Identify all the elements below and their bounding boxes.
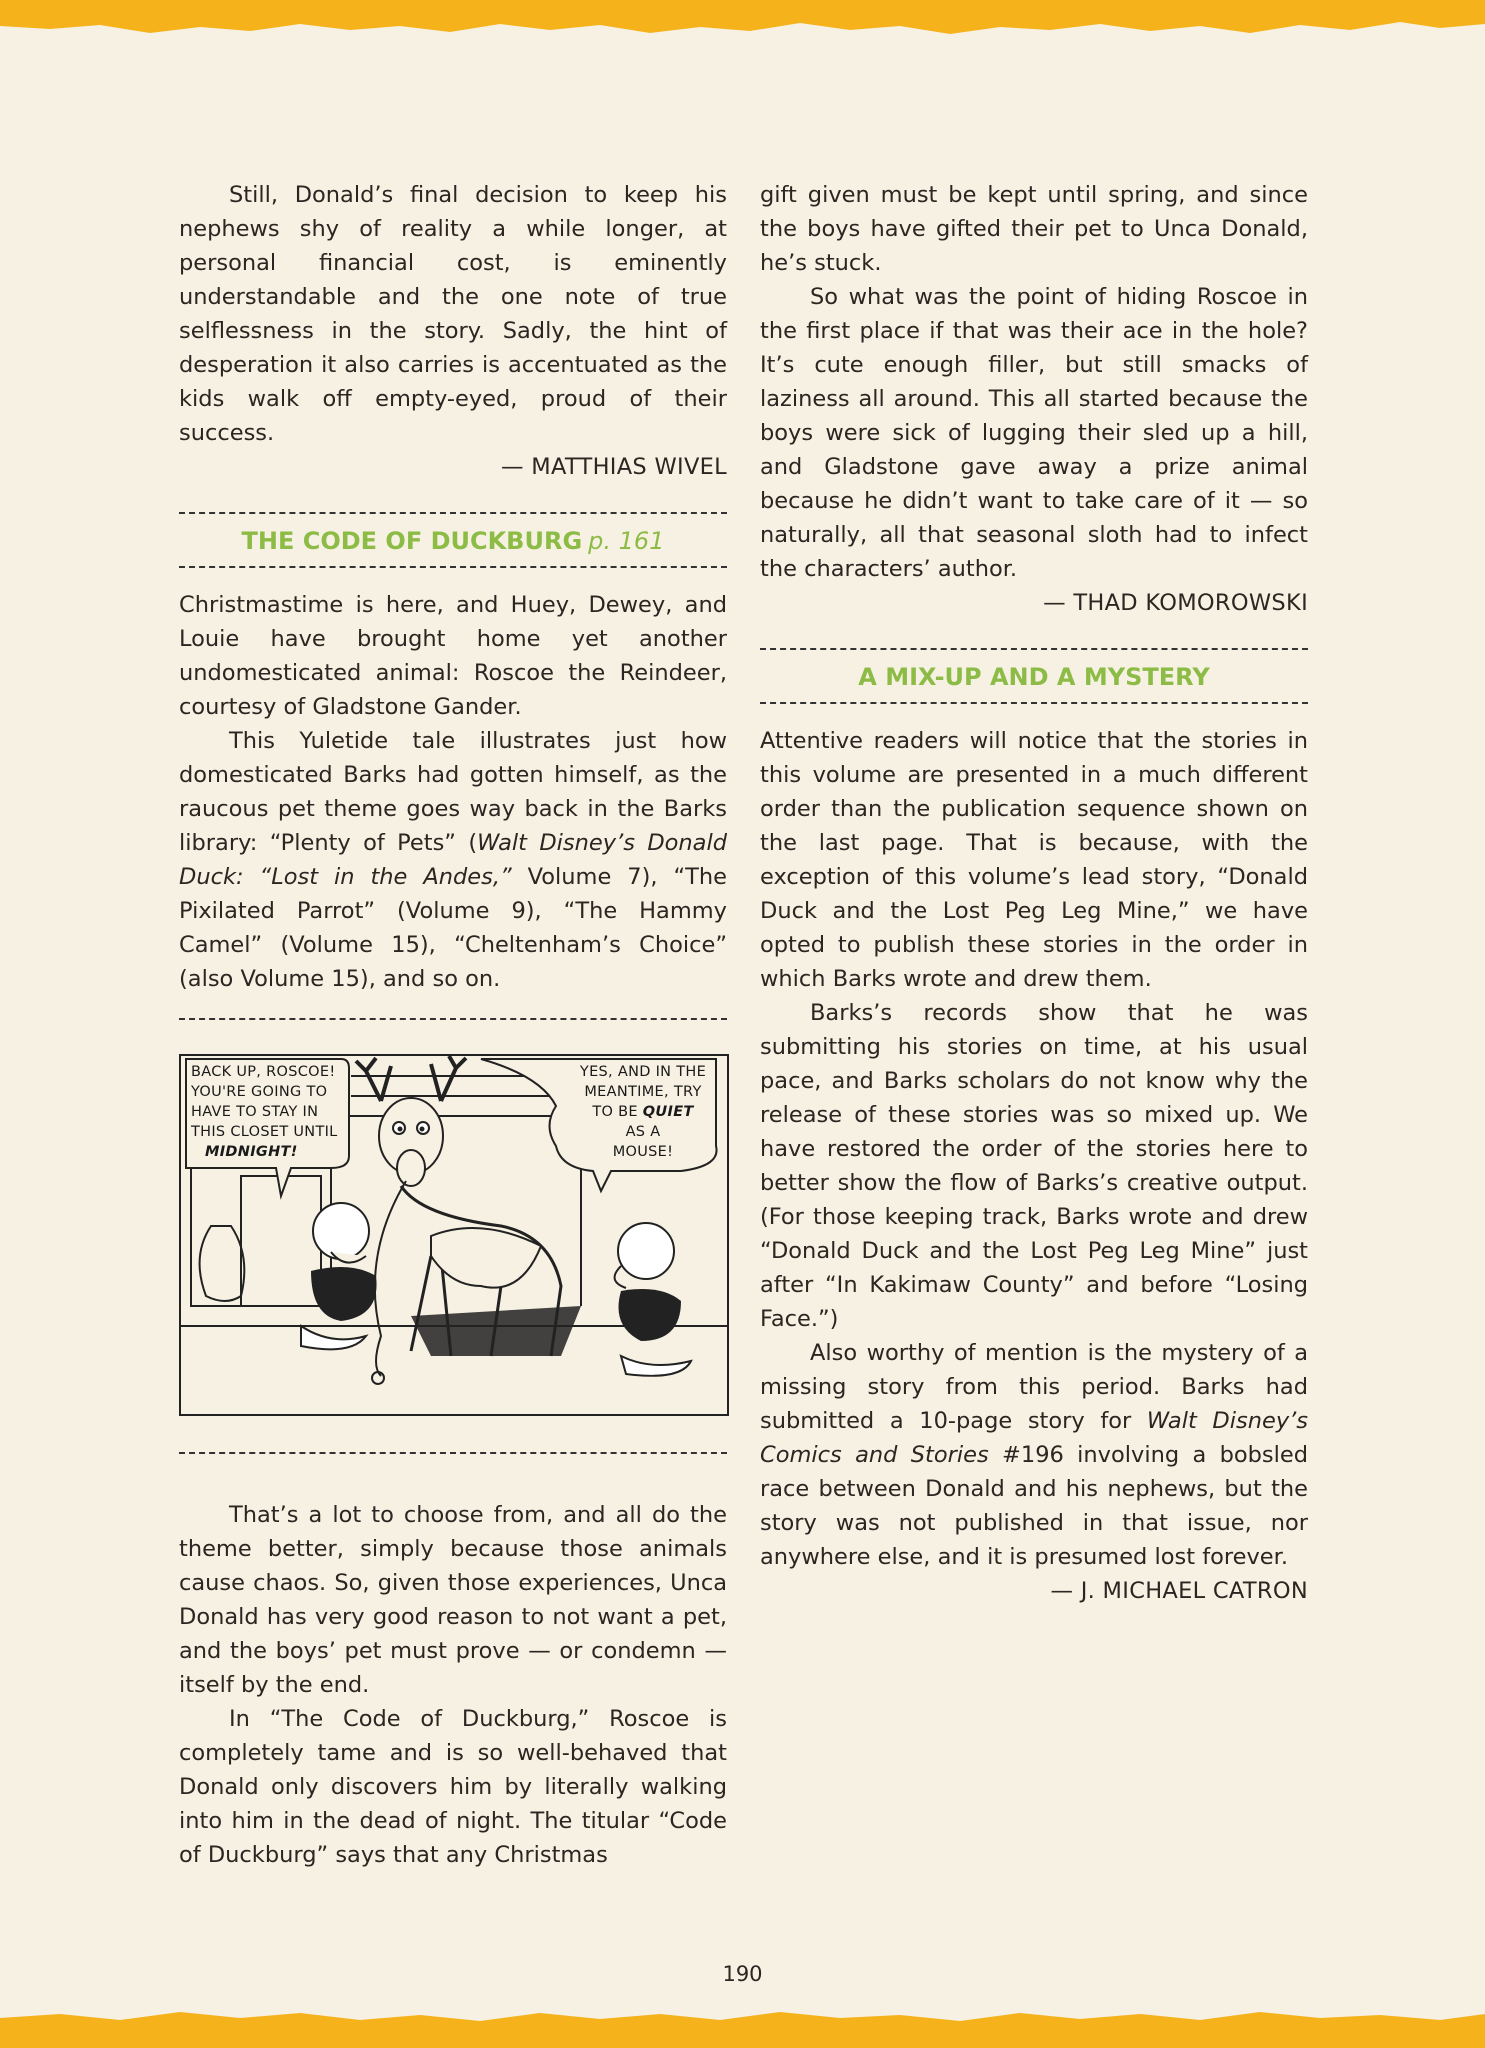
byline-thad-komorowski: — THAD KOMOROWSKI: [1043, 590, 1308, 616]
text-run: #196 involving a bobsled race between Donald and his nephews, but the story was not published in that issue, nor anywhere else, and it is presumed lost forever.: [760, 1442, 1309, 1570]
balloon-line: YES, AND IN THE: [579, 1064, 707, 1080]
right-paragraph-4: Barks’s records show that he was submitting his stories on time, at his usual pace, and Barks scholars do not know why the release of these stories was so mixed up. We have restored the order of the stories here to better show the flow of Barks’s creative output. (For those keeping track, Barks wrote and drew “Donald Duck and the Lost Peg Leg Mine” just after “In Kakimaw County” and before “Losing Face.”): [760, 1000, 1308, 1332]
right-paragraph-3: Attentive readers will notice that the stories in this volume are presented in a much different order than the publication sequence shown on the last page. That is because, with the exception of this volume’s lead story, “Donald Duck and the Lost Peg Leg Mine,” we have opted to publish these stories in the order in which Barks wrote and drew them.: [760, 728, 1308, 992]
comic-panel: [179, 1054, 729, 1416]
section-heading-mix-up-and-mystery: A MIX-UP AND A MYSTERY: [858, 663, 1210, 691]
balloon-line: MIDNIGHT!: [205, 1144, 298, 1160]
balloon-line: YOU'RE GOING TO: [191, 1084, 328, 1100]
right-paragraph-1: gift given must be kept until spring, and since the boys have gifted their pet to Unca Donald, he’s stuck.: [760, 182, 1308, 276]
left-paragraph-2: Christmastime is here, and Huey, Dewey, and Louie have brought home yet another undomesticated animal: Roscoe the Reindeer, courtesy of Gladstone Gander.: [179, 592, 727, 720]
left-paragraph-4: That’s a lot to choose from, and all do the theme better, simply because those animals cause chaos. So, given those experiences, Unca Donald has very good reason to not want a pet, and the boys’ pet must prove — or condemn — itself by the end.: [179, 1502, 727, 1698]
speech-balloon-left: [191, 1062, 338, 1162]
left-column: [179, 178, 727, 1872]
section-divider: [760, 702, 1308, 704]
section-heading-title: THE CODE OF DUCKBURG: [241, 527, 583, 555]
top-yellow-band: [0, 0, 1485, 40]
emphasis-quiet: QUIET: [642, 1104, 694, 1120]
section-heading-page-ref: p. 161: [588, 527, 665, 555]
byline-j-michael-catron: — J. MICHAEL CATRON: [1050, 1578, 1308, 1604]
balloon-line: MOUSE!: [612, 1144, 674, 1160]
balloon-line: THIS CLOSET UNTIL: [191, 1124, 338, 1140]
byline-matthias-wivel: — MATTHIAS WIVEL: [500, 454, 727, 480]
right-column: [760, 178, 1308, 1608]
page-number: 190: [722, 1962, 763, 1986]
text-run: Volume 7), “The Pixilated Parrot” (Volume 9), “The Hammy Camel” (Volume 15), “Cheltenham’s Choice” (also Volume 15), and so on.: [179, 864, 727, 992]
text-run: This Yuletide tale illustrates just how domesticated Barks had gotten himself, as the raucous pet theme goes way back in the Barks library: “Plenty of Pets” (: [179, 728, 727, 856]
right-paragraph-5: [760, 1336, 1308, 1574]
italic-title: Walt Disney’s Donald Duck: “Lost in the Andes,”: [179, 830, 727, 890]
comic-divider-bottom: [179, 1452, 727, 1454]
bottom-yellow-band: [0, 2000, 1485, 2048]
left-paragraph-5: In “The Code of Duckburg,” Roscoe is completely tame and is so well-behaved that Donald only discovers him by literally walking into him in the dead of night. The titular “Code of Duckburg” says that any Christmas: [179, 1706, 727, 1868]
section-heading-code-of-duckburg: [179, 514, 727, 566]
text-run: TO BE: [592, 1104, 643, 1120]
right-paragraph-2: So what was the point of hiding Roscoe in the first place if that was their ace in the hole? It’s cute enough filler, but still smacks of laziness all around. This all started because the boys were sick of lugging their sled up a hill, and Gladstone gave away a prize animal because he didn’t want to take care of it — so naturally, all that seasonal sloth had to infect the characters’ author.: [760, 284, 1308, 582]
comic-divider-top: [179, 1018, 727, 1020]
balloon-line: MEANTIME, TRY: [584, 1084, 702, 1100]
balloon-line: AS A: [625, 1124, 661, 1140]
section-divider: [179, 566, 727, 568]
balloon-line: HAVE TO STAY IN: [191, 1104, 319, 1120]
left-paragraph-3: [179, 724, 727, 996]
text-run: Also worthy of mention is the mystery of a missing story from this period. Barks had submitted a 10-page story for: [760, 1340, 1308, 1434]
balloon-line: [573, 1102, 713, 1122]
left-paragraph-1: Still, Donald’s final decision to keep his nephews shy of reality a while longer, at personal financial cost, is eminently understandable and the one note of true selflessness in the story. Sadly, the hint of desperation it also carries is accentuated as the kids walk off empty-eyed, proud of their success.: [179, 182, 727, 446]
balloon-line: BACK UP, ROSCOE!: [191, 1064, 336, 1080]
italic-title: Walt Disney’s Comics and Stories: [760, 1408, 1309, 1468]
speech-balloon-right: [573, 1062, 713, 1162]
